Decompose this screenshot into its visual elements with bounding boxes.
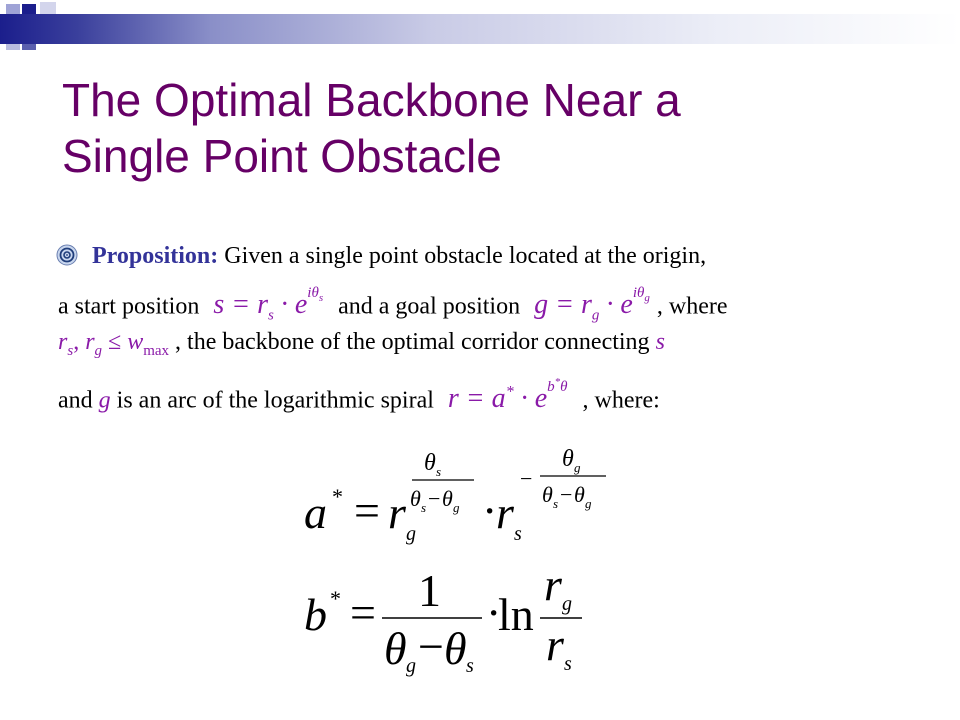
b-den-theta-s: θ bbox=[444, 623, 467, 674]
b-num-r: r bbox=[544, 560, 562, 610]
g-eq: g = r bbox=[534, 289, 592, 321]
b-dot: · bbox=[486, 587, 502, 638]
rg-sub: g bbox=[94, 342, 103, 359]
title-line-1: The Optimal Backbone Near a bbox=[62, 74, 681, 126]
a-eq-sign: = bbox=[354, 485, 380, 536]
b-den-r: r bbox=[546, 619, 564, 670]
exp2-num-theta: θ bbox=[562, 446, 574, 472]
line-4-text-a: and bbox=[58, 387, 99, 414]
line-4-text-b: is an arc of the logarithmic spiral bbox=[110, 387, 440, 414]
exp2-den-minus: − bbox=[560, 482, 573, 507]
spiral-formula bbox=[440, 376, 583, 415]
line-3-text: , the backbone of the optimal corridor connecting bbox=[169, 329, 656, 355]
rs-sub: s bbox=[67, 342, 74, 359]
line-2-text-b: and a goal position bbox=[338, 293, 527, 320]
g-variable: g bbox=[98, 387, 111, 414]
exp1-den-theta-g: θ bbox=[442, 486, 453, 511]
header-gradient-bar bbox=[0, 14, 960, 44]
a-rg: r bbox=[388, 487, 406, 538]
s-eq: s = r bbox=[213, 289, 269, 321]
rg-r: r bbox=[85, 329, 95, 355]
a-lhs: a bbox=[304, 487, 327, 538]
b-den-s: s bbox=[466, 655, 474, 677]
w-max-sub: max bbox=[143, 342, 170, 359]
exp1-den-s: s bbox=[421, 500, 427, 515]
b-ln: ln bbox=[498, 589, 534, 640]
spiral-exp-b: b bbox=[547, 379, 555, 395]
spiral-exp-star: * bbox=[554, 376, 561, 388]
line-1-text: Given a single point obstacle located at the origin, bbox=[218, 243, 707, 269]
title-line-2: Single Point Obstacle bbox=[62, 130, 502, 182]
goal-position-formula bbox=[526, 285, 657, 324]
a-rs-sub: s bbox=[514, 523, 522, 545]
line-4-text-c: , where: bbox=[582, 387, 660, 414]
leq-sign: ≤ bbox=[102, 329, 128, 355]
exp1-den-minus: − bbox=[428, 486, 441, 511]
line-2-text-c: , where bbox=[656, 293, 728, 320]
s-exp-sub: s bbox=[318, 292, 324, 304]
w-var: w bbox=[127, 329, 144, 355]
line-3 bbox=[58, 322, 665, 362]
line-1 bbox=[58, 236, 706, 276]
g-dot-e: · e bbox=[599, 289, 633, 321]
a-star: * bbox=[332, 484, 343, 509]
line-4 bbox=[58, 368, 660, 415]
spiral-exp-theta: θ bbox=[560, 379, 568, 395]
rs-r: r bbox=[58, 329, 68, 355]
exp1-num-theta: θ bbox=[424, 450, 436, 476]
spiral-r-eq-a: r = a bbox=[447, 383, 506, 415]
equation-a-star bbox=[290, 440, 630, 550]
exp2-den-theta-g: θ bbox=[574, 482, 585, 507]
line-2-text-a: a start position bbox=[58, 293, 206, 320]
b-star: * bbox=[330, 586, 341, 611]
rs-comma: , bbox=[73, 329, 86, 355]
spiral-dot-e: · e bbox=[513, 383, 548, 415]
b-den-theta-g: θ bbox=[384, 623, 407, 674]
s-sub: s bbox=[268, 307, 274, 324]
exp2-den-s: s bbox=[553, 496, 559, 511]
b-den-minus: − bbox=[418, 621, 444, 672]
b-eq-sign: = bbox=[350, 587, 376, 638]
line-2 bbox=[58, 279, 728, 324]
s-dot-e: · e bbox=[273, 289, 308, 321]
b-den-rs: s bbox=[564, 653, 572, 675]
a-rs: r bbox=[496, 487, 514, 538]
b-den-g: g bbox=[406, 655, 416, 677]
s-exp: iθ bbox=[307, 285, 319, 301]
exp2-num-sub: g bbox=[574, 460, 581, 475]
exp1-num-sub: s bbox=[436, 464, 442, 479]
g-exp: iθ bbox=[632, 285, 645, 301]
equation-b-star bbox=[290, 560, 610, 680]
start-position-formula bbox=[205, 285, 338, 324]
a-dot: · bbox=[482, 485, 498, 536]
exp1-den-theta-s: θ bbox=[410, 486, 421, 511]
s-variable: s bbox=[655, 329, 665, 355]
g-exp-sub: g bbox=[644, 292, 650, 304]
proposition-label: Proposition: bbox=[92, 243, 219, 269]
exp2-den-g: g bbox=[585, 496, 592, 511]
a-rg-sub: g bbox=[406, 523, 416, 545]
exp2-den-theta-s: θ bbox=[542, 482, 553, 507]
slide-title bbox=[62, 72, 922, 184]
spiral-bullet-icon bbox=[56, 244, 78, 266]
b-lhs: b bbox=[304, 589, 327, 640]
b-num-g: g bbox=[562, 593, 572, 615]
b-one: 1 bbox=[418, 565, 441, 616]
exp1-den-g: g bbox=[453, 500, 460, 515]
spiral-star: * bbox=[505, 384, 514, 401]
exp2-minus: − bbox=[520, 466, 533, 491]
g-sub: g bbox=[591, 307, 600, 324]
